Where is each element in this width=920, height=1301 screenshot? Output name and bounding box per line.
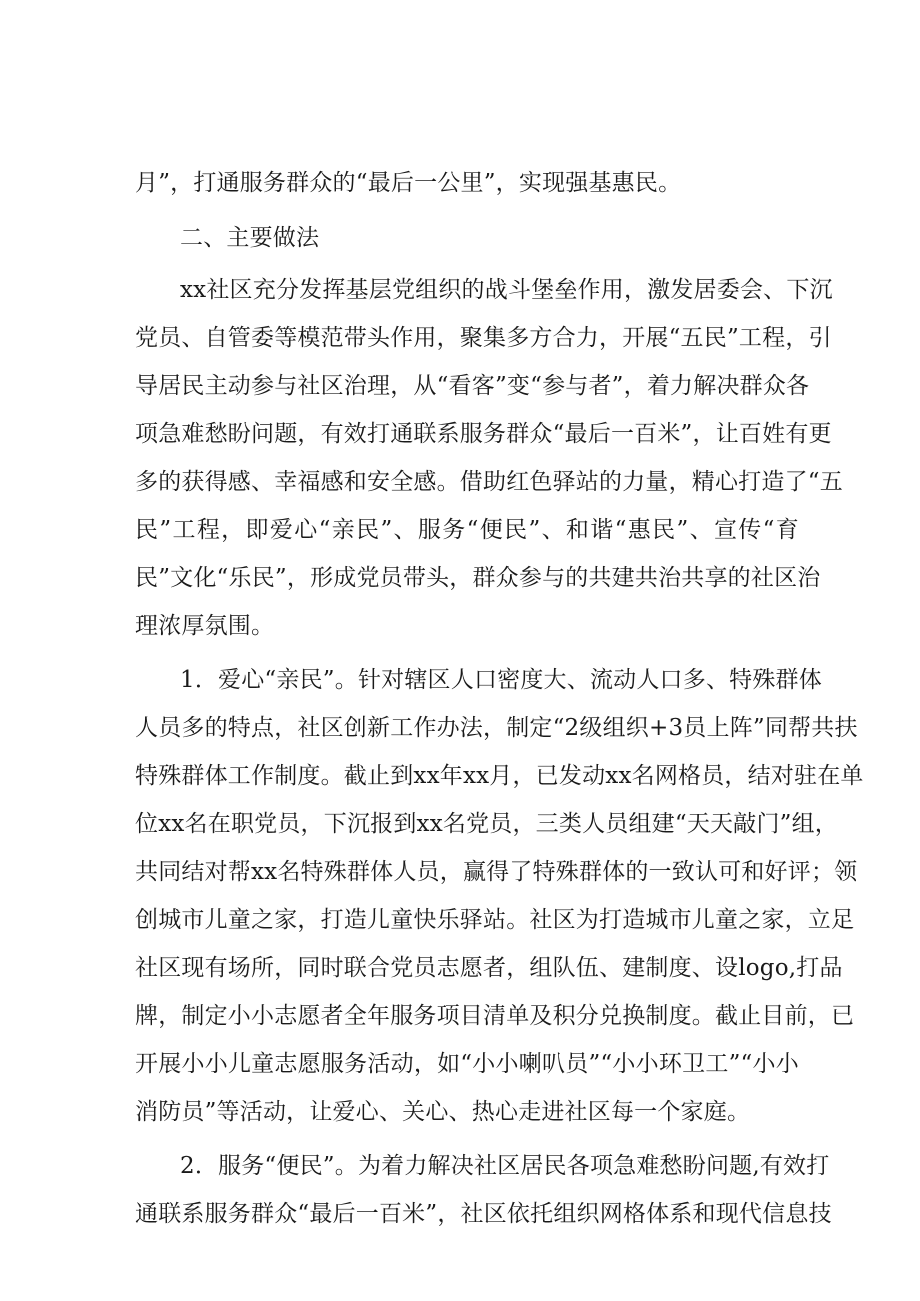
paragraph-line: 通联系服务群众“最后一百米”，社区依托组织网格体系和现代信息技 bbox=[135, 1201, 832, 1227]
paragraph-line: 项急难愁盼问题，有效打通联系服务群众“最后一百米”，让百姓有更 bbox=[135, 421, 832, 447]
paragraph-line: 位xx名在职党员，下沉报到xx名党员，三类人员组建“天天敲门”组， bbox=[135, 811, 839, 837]
paragraph-line: 1．爱心“亲民”。针对辖区人口密度大、流动人口多、特殊群体 bbox=[180, 667, 822, 693]
paragraph-line: 理浓厚氛围。 bbox=[135, 613, 275, 639]
paragraph-line: 特殊群体工作制度。截止到xx年xx月，已发动xx名网格员，结对驻在单 bbox=[135, 763, 864, 789]
paragraph-line: 民”文化“乐民”，形成党员带头，群众参与的共建共治共享的社区治 bbox=[135, 565, 821, 591]
paragraph-line: 创城市儿童之家，打造儿童快乐驿站。社区为打造城市儿童之家，立足 bbox=[135, 907, 855, 933]
paragraph-line: 多的获得感、幸福感和安全感。借助红色驿站的力量，精心打造了“五 bbox=[135, 469, 843, 495]
paragraph-line: 民”工程，即爱心“亲民”、服务“便民”、和谐“惠民”、宣传“育 bbox=[135, 517, 799, 543]
paragraph-line: 消防员”等活动，让爱心、关心、热心走进社区每一个家庭。 bbox=[135, 1099, 751, 1125]
paragraph-line: 共同结对帮xx名特殊群体人员，赢得了特殊群体的一致认可和好评；领 bbox=[135, 859, 858, 885]
paragraph-line: 牌，制定小小志愿者全年服务项目清单及积分兑换制度。截止目前，已 bbox=[135, 1003, 855, 1029]
paragraph-line: 党员、自管委等模范带头作用，聚集多方合力，开展“五民”工程，引 bbox=[135, 325, 832, 351]
paragraph-line: 导居民主动参与社区治理，从“看客”变“参与者”，着力解决群众各 bbox=[135, 373, 810, 399]
section-heading: 二、主要做法 bbox=[180, 225, 320, 251]
paragraph-line: 开展小小儿童志愿服务活动，如“小小喇叭员”“小小环卫工”“小小 bbox=[135, 1051, 799, 1077]
paragraph-line: 月”，打通服务群众的“最后一公里”，实现强基惠民。 bbox=[135, 170, 682, 196]
paragraph-line: 2．服务“便民”。为着力解决社区居民各项急难愁盼问题,有效打 bbox=[180, 1153, 830, 1179]
paragraph-line: xx社区充分发挥基层党组织的战斗堡垒作用，激发居委会、下沉 bbox=[180, 277, 833, 303]
paragraph-line: 社区现有场所，同时联合党员志愿者，组队伍、建制度、设logo,打品 bbox=[135, 955, 843, 981]
paragraph-line: 人员多的特点，社区创新工作办法，制定“2级组织+3员上阵”同帮共扶 bbox=[135, 715, 858, 741]
